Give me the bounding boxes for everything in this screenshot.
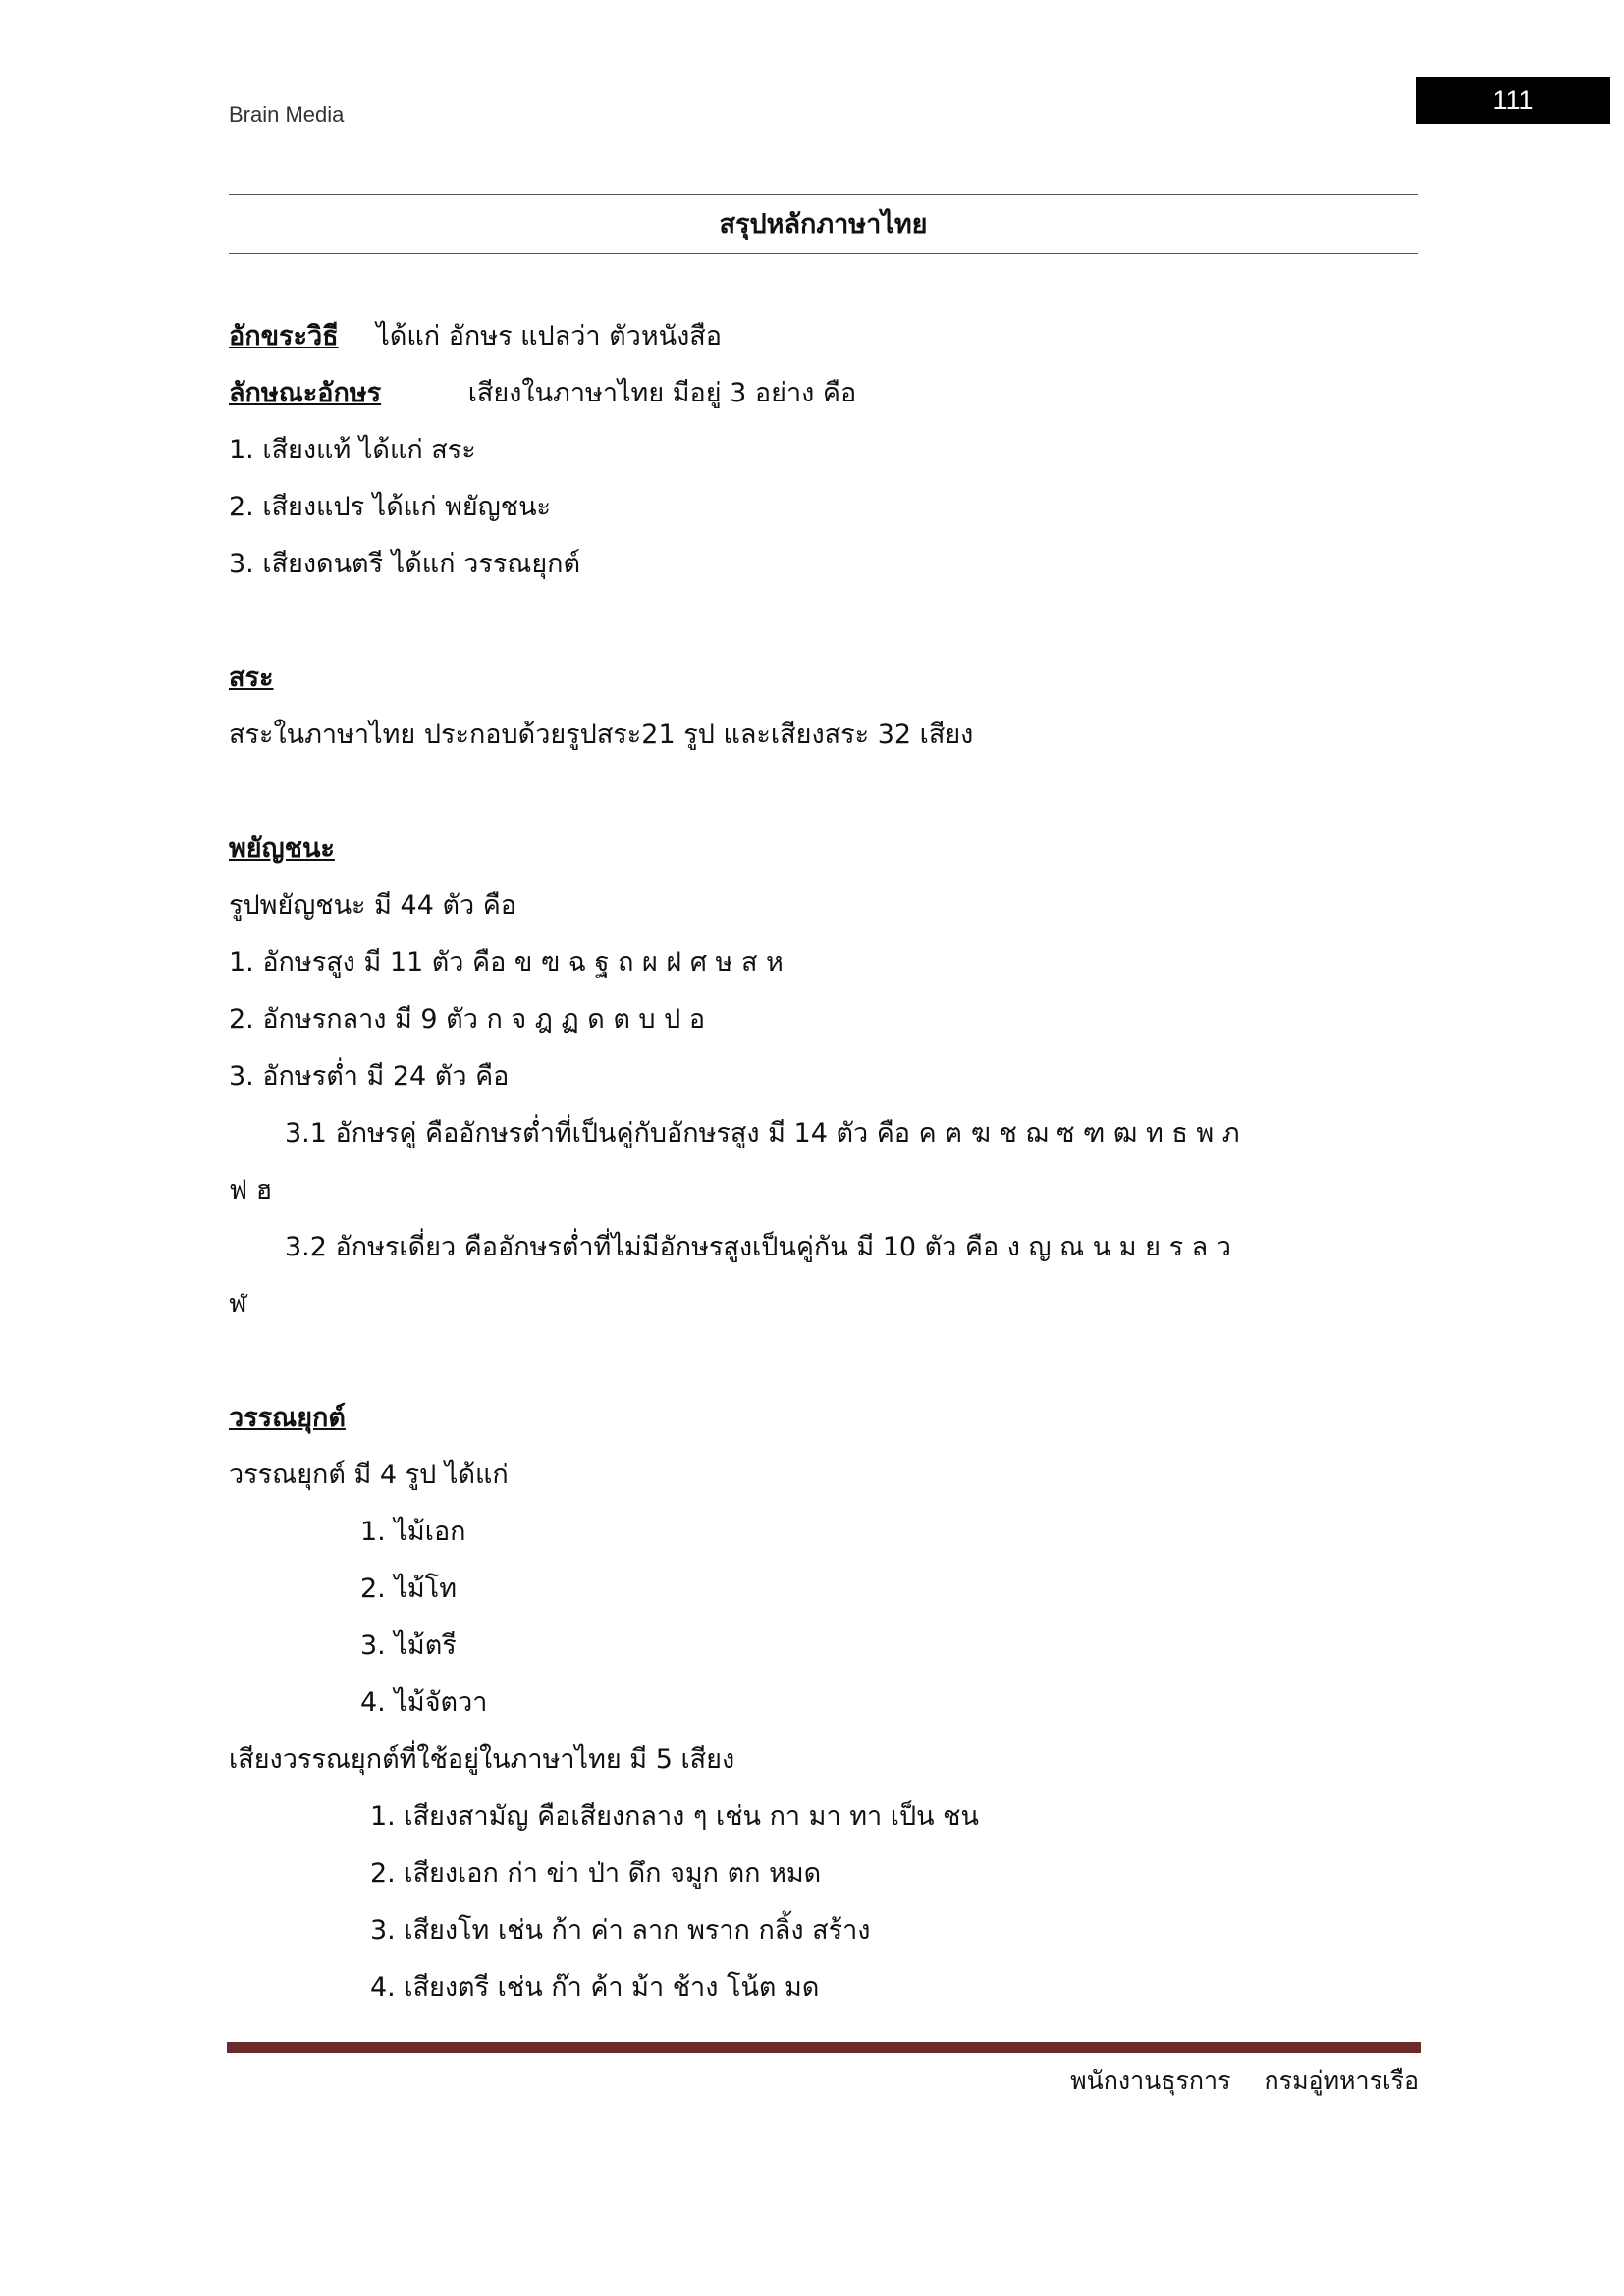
phayanchana-low-single: 3.2 อักษรเดี่ยว คืออักษรต่ำที่ไม่มีอักษรสูงเป็นคู่กัน มี 10 ตัว คือ ง ญ ณ น ม ย ร ล ว xyxy=(285,1232,1231,1262)
header-brand: Brain Media xyxy=(229,102,345,127)
wannayuk-tone-1: 1. เสียงสามัญ คือเสียงกลาง ๆ เช่น กา มา ทา เป็น ชน xyxy=(370,1801,979,1832)
sara-heading: สระ xyxy=(229,663,274,693)
phayanchana-intro: รูปพยัญชนะ มี 44 ตัว คือ xyxy=(229,890,517,921)
title-bottom-rule xyxy=(229,253,1418,254)
wannayuk-form-1: 1. ไม้เอก xyxy=(360,1517,466,1547)
phayanchana-low-single-cont: ฬ xyxy=(229,1289,247,1319)
wannayuk-tone-4: 4. เสียงตรี เช่น ก๊า ค้า ม้า ช้าง โน้ต มด xyxy=(370,1972,820,2002)
phayanchana-high: 1. อักษรสูง มี 11 ตัว คือ ข ฃ ฉ ฐ ถ ผ ฝ ศ ษ ส ห xyxy=(229,947,784,978)
phayanchana-heading: พยัญชนะ xyxy=(229,833,335,864)
phayanchana-low: 3. อักษรต่ำ มี 24 ตัว คือ xyxy=(229,1061,510,1092)
laksana-item-1: 1. เสียงแท้ ได้แก่ สระ xyxy=(229,435,476,465)
footer-position: พนักงานธุรการ xyxy=(1070,2066,1231,2095)
page-title: สรุปหลักภาษาไทย xyxy=(719,209,928,240)
akkharawithi-text: ได้แก่ อักษร แปลว่า ตัวหนังสือ xyxy=(376,321,722,351)
footer-department: กรมอู่ทหารเรือ xyxy=(1264,2066,1419,2095)
akkharawithi-line xyxy=(229,317,722,356)
wannayuk-form-2: 2. ไม้โท xyxy=(360,1574,458,1604)
phayanchana-low-pair: 3.1 อักษรคู่ คืออักษรต่ำที่เป็นคู่กับอักษรสูง มี 14 ตัว คือ ค ฅ ฆ ช ฌ ซ ฑ ฒ ท ธ พ ภ xyxy=(285,1118,1240,1148)
akkharawithi-heading: อักขระวิธี xyxy=(229,321,339,351)
title-top-rule xyxy=(229,194,1418,195)
laksana-line xyxy=(229,374,856,413)
phayanchana-mid: 2. อักษรกลาง มี 9 ตัว ก จ ฎ ฏ ด ต บ ป อ xyxy=(229,1004,706,1035)
sara-text: สระในภาษาไทย ประกอบด้วยรูปสระ21 รูป และเสียงสระ 32 เสียง xyxy=(229,720,974,750)
page-number-badge: 111 xyxy=(1416,77,1610,124)
laksana-heading: ลักษณะอักษร xyxy=(229,378,382,408)
footer xyxy=(1070,2061,1419,2101)
laksana-item-3: 3. เสียงดนตรี ได้แก่ วรรณยุกต์ xyxy=(229,549,581,579)
wannayuk-form-4: 4. ไม้จัตวา xyxy=(360,1687,488,1718)
wannayuk-tone-3: 3. เสียงโท เช่น ก้า ค่า ลาก พราก กลิ้ง สร้าง xyxy=(370,1915,871,1946)
wannayuk-tone-2: 2. เสียงเอก ก่า ข่า ป่า ดึก จมูก ตก หมด xyxy=(370,1858,822,1889)
laksana-text: เสียงในภาษาไทย มีอยู่ 3 อย่าง คือ xyxy=(467,378,857,408)
wannayuk-forms-intro: วรรณยุกต์ มี 4 รูป ได้แก่ xyxy=(229,1460,509,1490)
laksana-item-2: 2. เสียงแปร ได้แก่ พยัญชนะ xyxy=(229,492,552,522)
phayanchana-low-pair-cont: ฟ ฮ xyxy=(229,1175,273,1205)
wannayuk-heading: วรรณยุกต์ xyxy=(229,1403,346,1433)
footer-rule xyxy=(227,2042,1421,2053)
wannayuk-tones-intro: เสียงวรรณยุกต์ที่ใช้อยู่ในภาษาไทย มี 5 เสียง xyxy=(229,1744,735,1775)
wannayuk-form-3: 3. ไม้ตรี xyxy=(360,1630,457,1661)
